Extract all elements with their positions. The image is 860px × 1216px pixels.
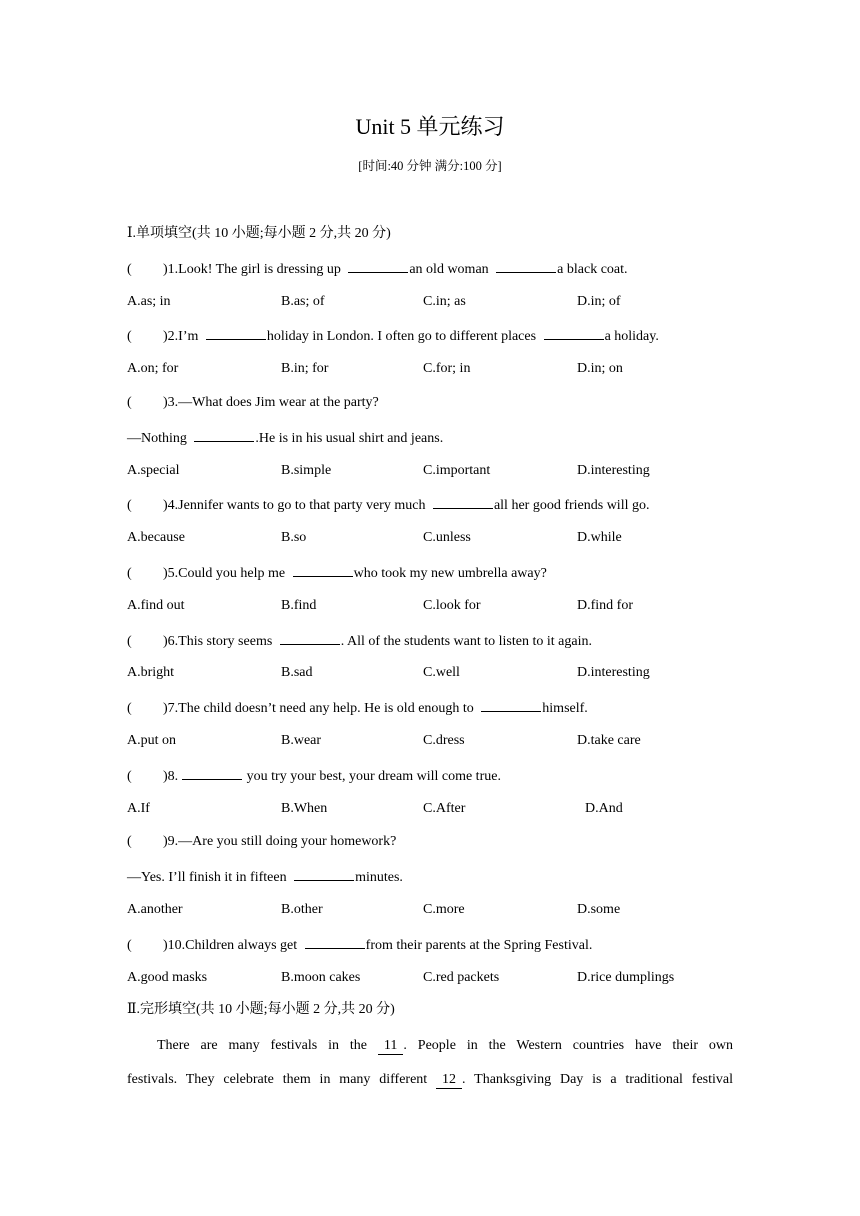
option-b[interactable]: B.so xyxy=(281,530,307,546)
question-line xyxy=(127,562,547,584)
question-line xyxy=(127,697,588,719)
question-line xyxy=(127,832,396,852)
option-a[interactable]: A.bright xyxy=(127,665,175,681)
option-a[interactable]: A.another xyxy=(127,902,183,917)
question-text: . All of the students want to listen to it again. xyxy=(340,633,592,649)
question-text: holiday in London. I often go to different places xyxy=(266,329,540,345)
option-a[interactable]: A.If xyxy=(127,800,150,816)
answer-bracket[interactable]: ( xyxy=(127,633,132,649)
question-text: 10.Children always get xyxy=(167,937,301,953)
answer-bracket-close: ) xyxy=(163,498,168,514)
question-text: himself. xyxy=(542,701,588,717)
answer-bracket-close: ) xyxy=(163,937,168,953)
answer-bracket-close: ) xyxy=(163,701,168,717)
option-d[interactable]: D.interesting xyxy=(577,665,650,681)
answer-bracket-close: ) xyxy=(163,768,168,784)
page-subtitle: [时间:40 分钟 满分:100 分] xyxy=(358,159,502,173)
answer-bracket[interactable]: ( xyxy=(127,701,132,717)
option-c[interactable]: C.unless xyxy=(423,530,471,546)
option-a[interactable]: A.special xyxy=(127,462,180,478)
answer-bracket[interactable]: ( xyxy=(127,566,132,581)
question-text: all her good friends will go. xyxy=(493,498,650,514)
option-d[interactable]: D.take care xyxy=(577,733,641,748)
answer-bracket[interactable]: ( xyxy=(127,395,132,410)
question-text: an old woman xyxy=(409,261,493,277)
fill-in-blank[interactable] xyxy=(544,325,604,340)
question-line xyxy=(127,494,649,516)
question-text: —Yes. I’ll finish it in fifteen xyxy=(127,870,291,886)
option-b[interactable]: B.as; of xyxy=(281,293,325,309)
fill-in-blank[interactable] xyxy=(293,562,353,577)
fill-in-blank[interactable] xyxy=(305,934,365,949)
passage-line xyxy=(127,1070,733,1090)
answer-bracket-close: ) xyxy=(163,633,168,649)
section-heading: Ⅰ.单项填空(共 10 小题;每小题 2 分,共 20 分) xyxy=(127,226,391,241)
option-a[interactable]: A.as; in xyxy=(127,293,171,309)
answer-bracket[interactable]: ( xyxy=(127,768,132,784)
option-c[interactable]: C.well xyxy=(423,665,460,681)
question-text: 3.—What does Jim wear at the party? xyxy=(167,395,379,410)
option-d[interactable]: D.find for xyxy=(577,597,633,613)
option-d[interactable]: D.some xyxy=(577,902,621,917)
option-d[interactable]: D.in; of xyxy=(577,293,621,309)
answer-bracket-close: ) xyxy=(163,261,168,277)
fill-in-blank[interactable] xyxy=(280,630,340,645)
fill-in-blank[interactable] xyxy=(294,866,354,881)
question-text: a black coat. xyxy=(557,261,628,277)
option-d[interactable]: D.in; on xyxy=(577,361,623,377)
answer-bracket[interactable]: ( xyxy=(127,329,132,345)
cloze-blank[interactable]: 12 xyxy=(436,1072,462,1089)
option-d[interactable]: D.while xyxy=(577,530,622,546)
option-b[interactable]: B.When xyxy=(281,800,328,816)
option-c[interactable]: C.look for xyxy=(423,597,481,613)
passage-text: . People in the Western countries have their own xyxy=(403,1038,734,1054)
question-text: 9.—Are you still doing your homework? xyxy=(167,834,397,850)
question-text: 8. xyxy=(167,768,179,784)
fill-in-blank[interactable] xyxy=(194,427,254,442)
option-b[interactable]: B.simple xyxy=(281,462,332,478)
question-text: —Nothing xyxy=(127,430,191,446)
question-text: minutes. xyxy=(355,870,403,886)
section-heading: Ⅱ.完形填空(共 10 小题;每小题 2 分,共 20 分) xyxy=(127,1002,395,1018)
question-line xyxy=(127,258,628,280)
question-line xyxy=(127,325,659,347)
question-line xyxy=(127,393,379,413)
question-line xyxy=(127,427,443,449)
option-c[interactable]: C.more xyxy=(423,902,465,917)
option-b[interactable]: B.find xyxy=(281,597,317,613)
fill-in-blank[interactable] xyxy=(348,258,408,273)
option-c[interactable]: C.red packets xyxy=(423,969,500,985)
question-text: 6.This story seems xyxy=(167,633,276,649)
option-d[interactable]: D.And xyxy=(585,800,623,816)
question-line xyxy=(127,765,501,787)
passage-text: . Thanksgiving Day is a traditional festival xyxy=(462,1072,733,1087)
option-a[interactable]: A.put on xyxy=(127,733,176,748)
option-b[interactable]: B.wear xyxy=(281,733,322,748)
question-text: 1.Look! The girl is dressing up xyxy=(167,261,345,277)
option-c[interactable]: C.in; as xyxy=(423,293,466,309)
fill-in-blank[interactable] xyxy=(206,325,266,340)
answer-bracket[interactable]: ( xyxy=(127,261,132,277)
question-text: a holiday. xyxy=(604,329,659,345)
option-b[interactable]: B.other xyxy=(281,902,323,917)
passage-text: There are many festivals in the xyxy=(157,1038,378,1054)
answer-bracket[interactable]: ( xyxy=(127,937,132,953)
answer-bracket-close: ) xyxy=(163,395,168,410)
question-line xyxy=(127,866,403,888)
option-a[interactable]: A.good masks xyxy=(127,969,208,985)
cloze-blank[interactable]: 11 xyxy=(378,1038,403,1055)
question-text: from their parents at the Spring Festival. xyxy=(365,937,593,953)
option-c[interactable]: C.After xyxy=(423,800,466,816)
fill-in-blank[interactable] xyxy=(496,258,556,273)
answer-bracket[interactable]: ( xyxy=(127,498,132,514)
fill-in-blank[interactable] xyxy=(182,765,242,780)
answer-bracket-close: ) xyxy=(163,834,168,850)
question-text: you try your best, your dream will come true. xyxy=(243,768,501,784)
fill-in-blank[interactable] xyxy=(433,494,493,509)
question-text: 4.Jennifer wants to go to that party very much xyxy=(167,498,429,514)
question-line xyxy=(127,630,592,652)
option-c[interactable]: C.for; in xyxy=(423,361,471,377)
passage-text: festivals. They celebrate them in many different xyxy=(127,1072,437,1087)
question-text: .He is in his usual shirt and jeans. xyxy=(255,430,444,446)
question-text: 7.The child doesn’t need any help. He is old enough to xyxy=(167,701,478,717)
option-d[interactable]: D.interesting xyxy=(577,462,650,478)
option-a[interactable]: A.on; for xyxy=(127,361,179,377)
option-b[interactable]: B.sad xyxy=(281,665,313,681)
option-a[interactable]: A.because xyxy=(127,530,185,546)
answer-bracket-close: ) xyxy=(163,329,168,345)
answer-bracket[interactable]: ( xyxy=(127,834,132,850)
page-title: Unit 5 单元练习 xyxy=(355,114,505,139)
answer-bracket-close: ) xyxy=(163,566,168,581)
option-c[interactable]: C.important xyxy=(423,462,491,478)
passage-line xyxy=(157,1036,733,1056)
question-text: who took my new umbrella away? xyxy=(353,566,547,581)
option-b[interactable]: B.moon cakes xyxy=(281,969,361,985)
option-c[interactable]: C.dress xyxy=(423,733,465,748)
option-a[interactable]: A.find out xyxy=(127,597,185,613)
option-d[interactable]: D.rice dumplings xyxy=(577,969,675,985)
question-line xyxy=(127,934,592,956)
question-text: 2.I’m xyxy=(167,329,202,345)
option-b[interactable]: B.in; for xyxy=(281,361,329,377)
fill-in-blank[interactable] xyxy=(481,697,541,712)
question-text: 5.Could you help me xyxy=(167,566,289,581)
